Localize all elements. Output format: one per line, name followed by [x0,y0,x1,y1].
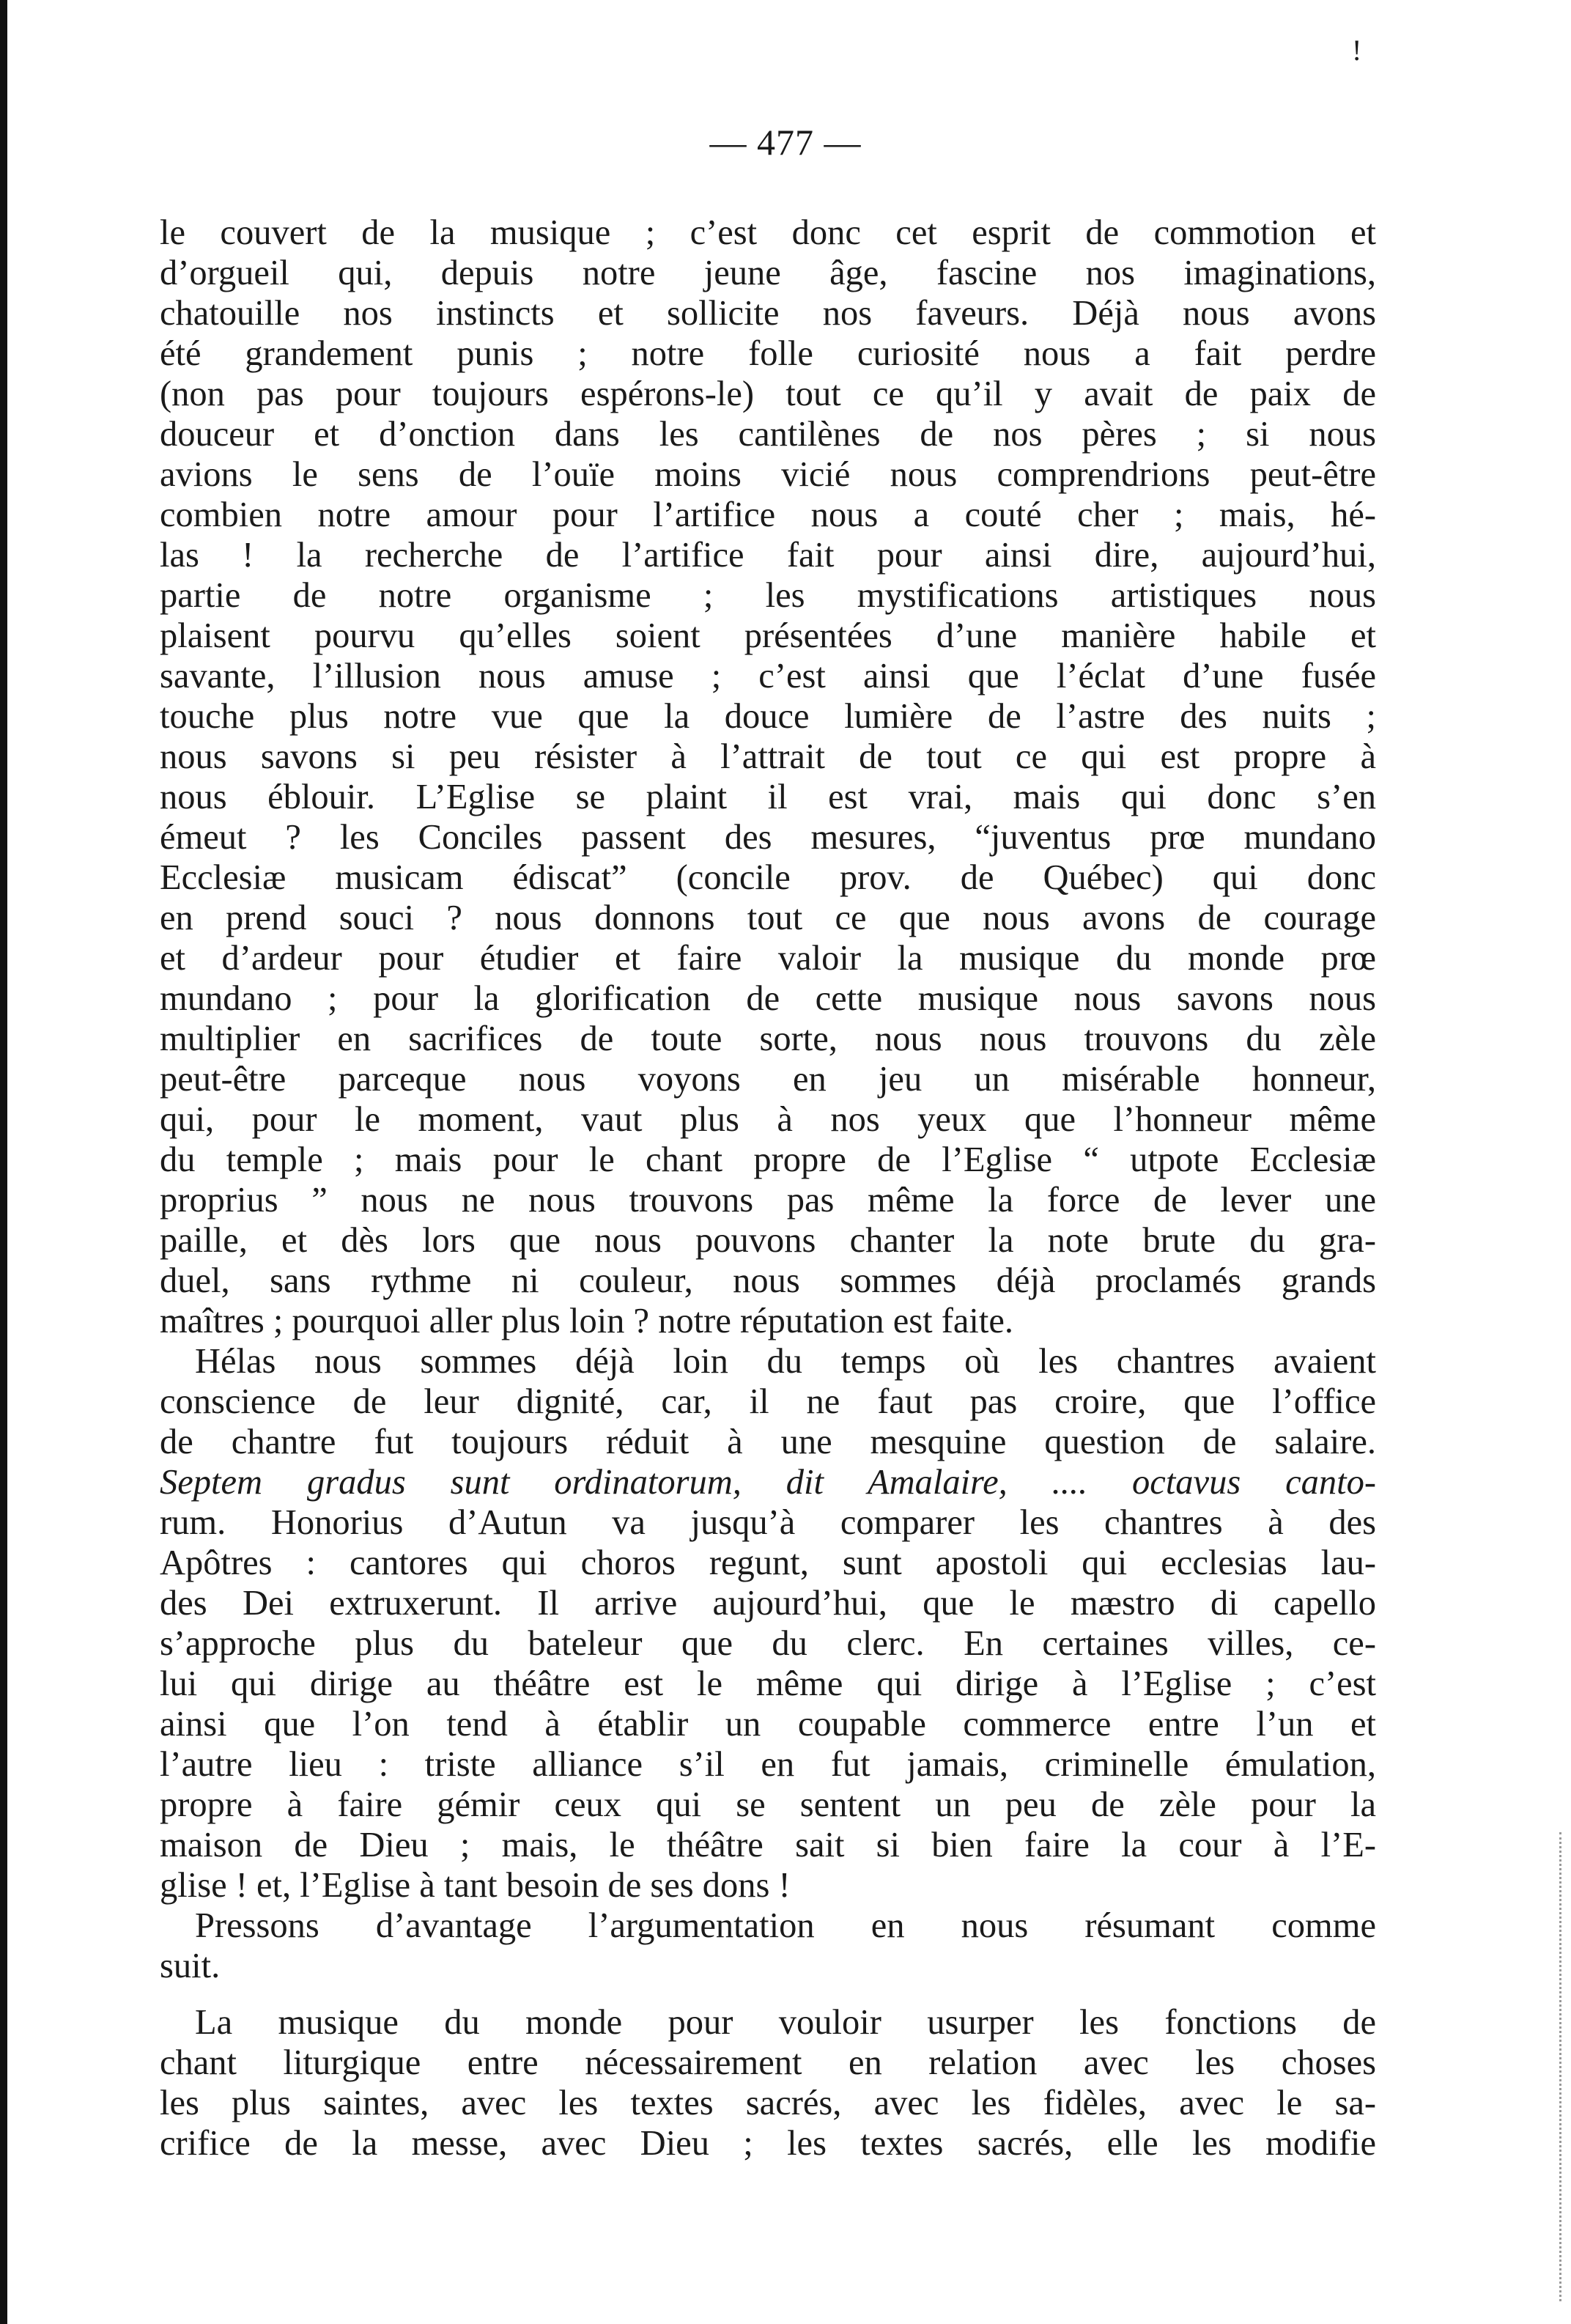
text-line: qui, pour le moment, vaut plus à nos yeux que l’honneur même [160,1100,1376,1139]
text-line: paille, et dès lors que nous pouvons chanter la note brute du gra- [160,1221,1376,1260]
text-line: en prend souci ? nous donnons tout ce que nous avons de courage [160,899,1376,937]
text-line: le couvert de la musique ; c’est donc cet esprit de commotion et [160,213,1376,252]
text-line: conscience de leur dignité, car, il ne faut pas croire, que l’office [160,1382,1376,1421]
corner-mark: ! [1352,34,1362,67]
scan-edge-rule [0,0,7,2324]
text-line: multiplier en sacrifices de toute sorte, nous nous trouvons du zèle [160,1019,1376,1058]
text-line: plaisent pourvu qu’elles soient présentées d’une manière habile et [160,616,1376,655]
text-line: Apôtres : cantores qui choros regunt, sunt apostoli qui ecclesias lau- [160,1543,1376,1582]
text-line: s’approche plus du bateleur que du clerc. En certaines villes, ce- [160,1624,1376,1663]
text-line: crifice de la messe, avec Dieu ; les textes sacrés, elle les modifie [160,2124,1376,2163]
text-line: chatouille nos instincts et sollicite nos faveurs. Déjà nous avons [160,294,1376,333]
text-line: (non pas pour toujours espérons-le) tout ce qu’il y avait de paix de [160,375,1376,413]
text-line: avions le sens de l’ouïe moins vicié nous comprendrions peut-être [160,455,1376,494]
text-line: l’autre lieu : triste alliance s’il en fut jamais, criminelle émulation, [160,1745,1376,1784]
text-line: peut-être parceque nous voyons en jeu un misérable honneur, [160,1060,1376,1099]
text-line: combien notre amour pour l’artifice nous a couté cher ; mais, hé- [160,495,1376,534]
scan-edge-dots [1559,1832,1564,2301]
text-line: du temple ; mais pour le chant propre de l’Eglise “ utpote Ecclesiæ [160,1140,1376,1179]
text-line: suit. [160,1947,221,1985]
text-line: savante, l’illusion nous amuse ; c’est ainsi que l’éclat d’une fusée [160,657,1376,696]
text-line: duel, sans rythme ni couleur, nous sommes déjà proclamés grands [160,1261,1376,1300]
text-line: La musique du monde pour vouloir usurper les fonctions de [195,2003,1376,2042]
text-line: Ecclesiæ musicam édiscat” (concile prov. de Québec) qui donc [160,858,1376,897]
text-line: et d’ardeur pour étudier et faire valoir la musique du monde prœ [160,939,1376,978]
text-line: lui qui dirige au théâtre est le même qui dirige à l’Eglise ; c’est [160,1664,1376,1703]
text-line: touche plus notre vue que la douce lumière de l’astre des nuits ; [160,697,1376,736]
text-line: douceur et d’onction dans les cantilènes de nos pères ; si nous [160,415,1376,454]
text-line: les plus saintes, avec les textes sacrés, avec les fidèles, avec le sa- [160,2084,1376,2122]
page-number: — 477 — [709,122,862,163]
text-line: propre à faire gémir ceux qui se sentent un peu de zèle pour la [160,1785,1376,1824]
body-text [160,213,1376,2163]
text-line: nous éblouir. L’Eglise se plaint il est vrai, mais qui donc s’en [160,778,1376,816]
text-line: mundano ; pour la glorification de cette musique nous savons nous [160,979,1376,1018]
text-line: maîtres ; pourquoi aller plus loin ? notre réputation est faite. [160,1302,1014,1340]
text-line: d’orgueil qui, depuis notre jeune âge, fascine nos imaginations, [160,254,1376,292]
text-line: glise ! et, l’Eglise à tant besoin de ses dons ! [160,1866,791,1905]
text-line: partie de notre organisme ; les mystifications artistiques nous [160,576,1376,615]
text-line: ainsi que l’on tend à établir un coupable commerce entre l’un et [160,1705,1376,1744]
text-line: chant liturgique entre nécessairement en relation avec les choses [160,2043,1376,2082]
text-line: des Dei extruxerunt. Il arrive aujourd’hui, que le mæstro di capello [160,1584,1376,1623]
text-line: Pressons d’avantage l’argumentation en nous résumant comme [195,1906,1376,1945]
text-line: rum. Honorius d’Autun va jusqu’à comparer les chantres à des [160,1503,1376,1542]
text-line: nous savons si peu résister à l’attrait de tout ce qui est propre à [160,737,1376,776]
text-line: las ! la recherche de l’artifice fait pour ainsi dire, aujourd’hui, [160,536,1376,575]
text-line: Septem gradus sunt ordinatorum, dit Amalaire, .... octavus canto- [160,1463,1376,1502]
text-line: été grandement punis ; notre folle curiosité nous a fait perdre [160,334,1376,373]
text-line: maison de Dieu ; mais, le théâtre sait si bien faire la cour à l’E- [160,1826,1376,1864]
text-line: émeut ? les Conciles passent des mesures, “juventus prœ mundano [160,818,1376,857]
text-line: de chantre fut toujours réduit à une mesquine question de salaire. [160,1423,1376,1461]
text-line: proprius ” nous ne nous trouvons pas même la force de lever une [160,1181,1376,1220]
text-line: Hélas nous sommes déjà loin du temps où les chantres avaient [195,1342,1376,1381]
